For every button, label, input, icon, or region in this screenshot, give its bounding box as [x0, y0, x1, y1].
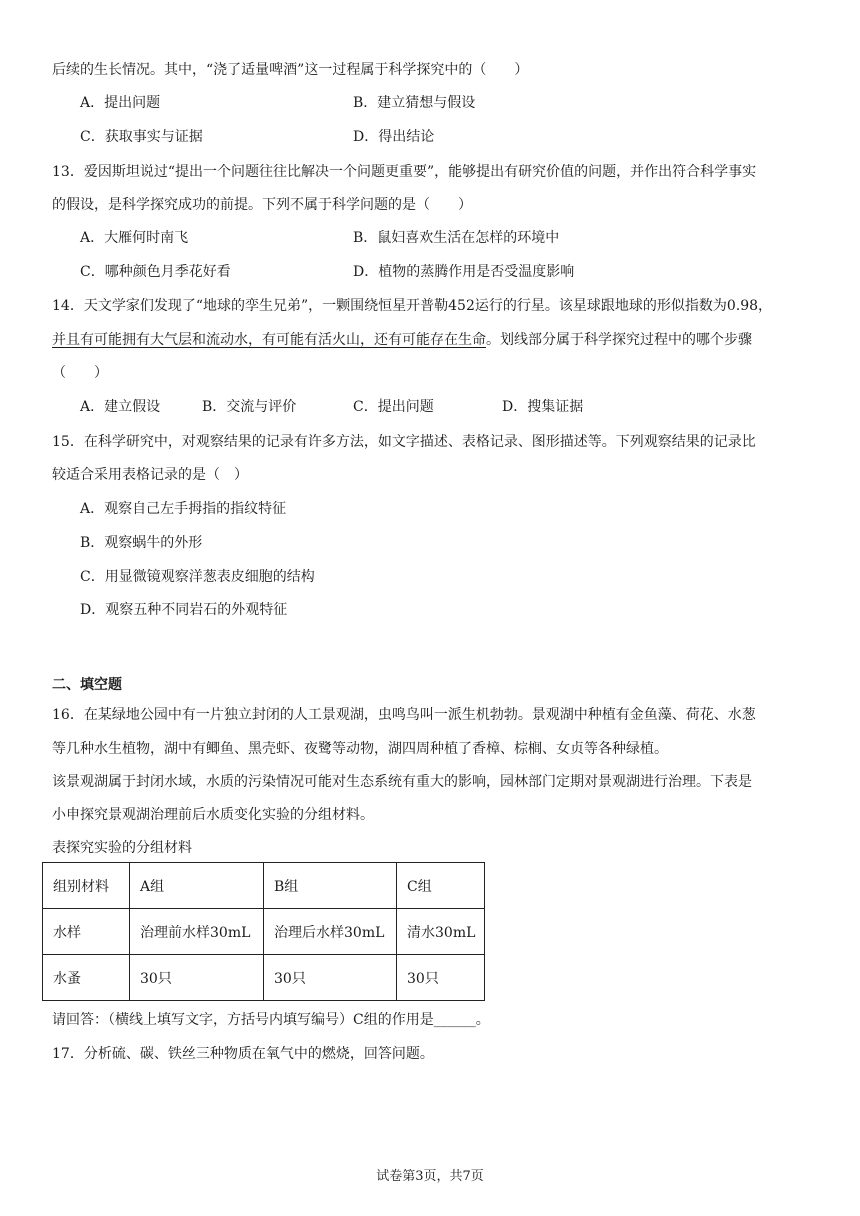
q13-option-d: D．植物的蒸腾作用是否受温度影响 [353, 264, 575, 280]
table-cell: 30只 [130, 955, 264, 1001]
q16-stem-line4: 小申探究景观湖治理前后水质变化实验的分组材料。 [52, 807, 374, 823]
section-title-fill-in: 二、填空题 [52, 677, 122, 693]
q16-group-table [42, 862, 485, 1001]
q15-stem-line1: 15．在科学研究中，对观察结果的记录有许多方法，如文字描述、表格记录、图形描述等。下列观察结果的记录比 [52, 434, 756, 450]
q12-option-d: D．得出结论 [353, 129, 435, 145]
table-header-cell: A组 [130, 863, 264, 909]
q15-option-a: A．观察自己左手拇指的指纹特征 [80, 501, 287, 517]
q12-option-b: B．建立猜想与假设 [353, 95, 476, 111]
table-cell: 清水30mL [397, 909, 485, 955]
q14-option-a: A．建立假设 [80, 399, 161, 415]
q14-option-c: C．提出问题 [353, 399, 434, 415]
q15-option-b: B．观察蜗牛的外形 [80, 535, 203, 551]
q14-answer-bracket: （ ） [52, 365, 108, 381]
q14-stem-line2 [52, 330, 752, 350]
q13-option-b: B．鼠妇喜欢生活在怎样的环境中 [353, 230, 560, 246]
q14-option-d: D．搜集证据 [502, 399, 584, 415]
q12-stem: 后续的生长情况。其中，“浇了适量啤酒”这一过程属于科学探究中的（ ） [52, 62, 529, 78]
q13-stem-line1: 13．爱因斯坦说过“提出一个问题往往比解决一个问题更重要”，能够提出有研究价值的问题，并作出符合科学事实 [52, 164, 757, 180]
q14-option-b: B．交流与评价 [202, 399, 297, 415]
q17-stem-line1: 17．分析硫、碳、铁丝三种物质在氧气中的燃烧，回答问题。 [52, 1046, 434, 1062]
q16-question: 请回答：（横线上填写文字，方括号内填写编号）C组的作用是______。 [52, 1012, 490, 1028]
q14-stem-line1: 14．天文学家们发现了“地球的孪生兄弟”，一颗围绕恒星开普勒452运行的行星。该星球跟地球的形似指数为0.98， [52, 298, 773, 314]
table-cell: 30只 [397, 955, 485, 1001]
q15-stem-line2: 较适合采用表格记录的是（ ） [52, 467, 248, 483]
q14-stem-line2-rest: 。划线部分属于科学探究过程中的哪个步骤 [486, 332, 752, 348]
table-cell: 治理后水样30mL [264, 909, 397, 955]
page-footer: 试卷第3页，共7页 [376, 1169, 484, 1184]
table-cell: 治理前水样30mL [130, 909, 264, 955]
table-row [43, 909, 485, 955]
q15-option-d: D．观察五种不同岩石的外观特征 [80, 602, 288, 618]
table-cell: 水蚤 [43, 955, 130, 1001]
q16-table-caption: 表探究实验的分组材料 [52, 840, 192, 856]
q16-stem-line3: 该景观湖属于封闭水域，水质的污染情况可能对生态系统有重大的影响，园林部门定期对景观湖进行治理。下表是 [52, 774, 752, 790]
q14-underlined-text: 并且有可能拥有大气层和流动水，有可能有活火山，还有可能存在生命 [52, 332, 486, 348]
q16-stem-line2: 等几种水生植物，湖中有鲫鱼、黑壳虾、夜鹭等动物，湖四周种植了香樟、棕榈、女贞等各种绿植。 [52, 741, 668, 757]
q13-option-a: A．大雁何时南飞 [80, 230, 189, 246]
table-row [43, 955, 485, 1001]
table-cell: 水样 [43, 909, 130, 955]
q15-option-c: C．用显微镜观察洋葱表皮细胞的结构 [80, 569, 315, 585]
q13-option-c: C．哪种颜色月季花好看 [80, 264, 231, 280]
table-header-row [43, 863, 485, 909]
q13-stem-line2: 的假设，是科学探究成功的前提。下列不属于科学问题的是（ ） [52, 197, 472, 213]
table-header-cell: B组 [264, 863, 397, 909]
q12-option-a: A．提出问题 [80, 95, 161, 111]
table-header-cell: 组别材料 [43, 863, 130, 909]
table-header-cell: C组 [397, 863, 485, 909]
table-cell: 30只 [264, 955, 397, 1001]
q16-stem-line1: 16．在某绿地公园中有一片独立封闭的人工景观湖，虫鸣鸟叫一派生机勃勃。景观湖中种植有金鱼藻、荷花、水葱 [52, 707, 756, 723]
q12-option-c: C．获取事实与证据 [80, 129, 203, 145]
